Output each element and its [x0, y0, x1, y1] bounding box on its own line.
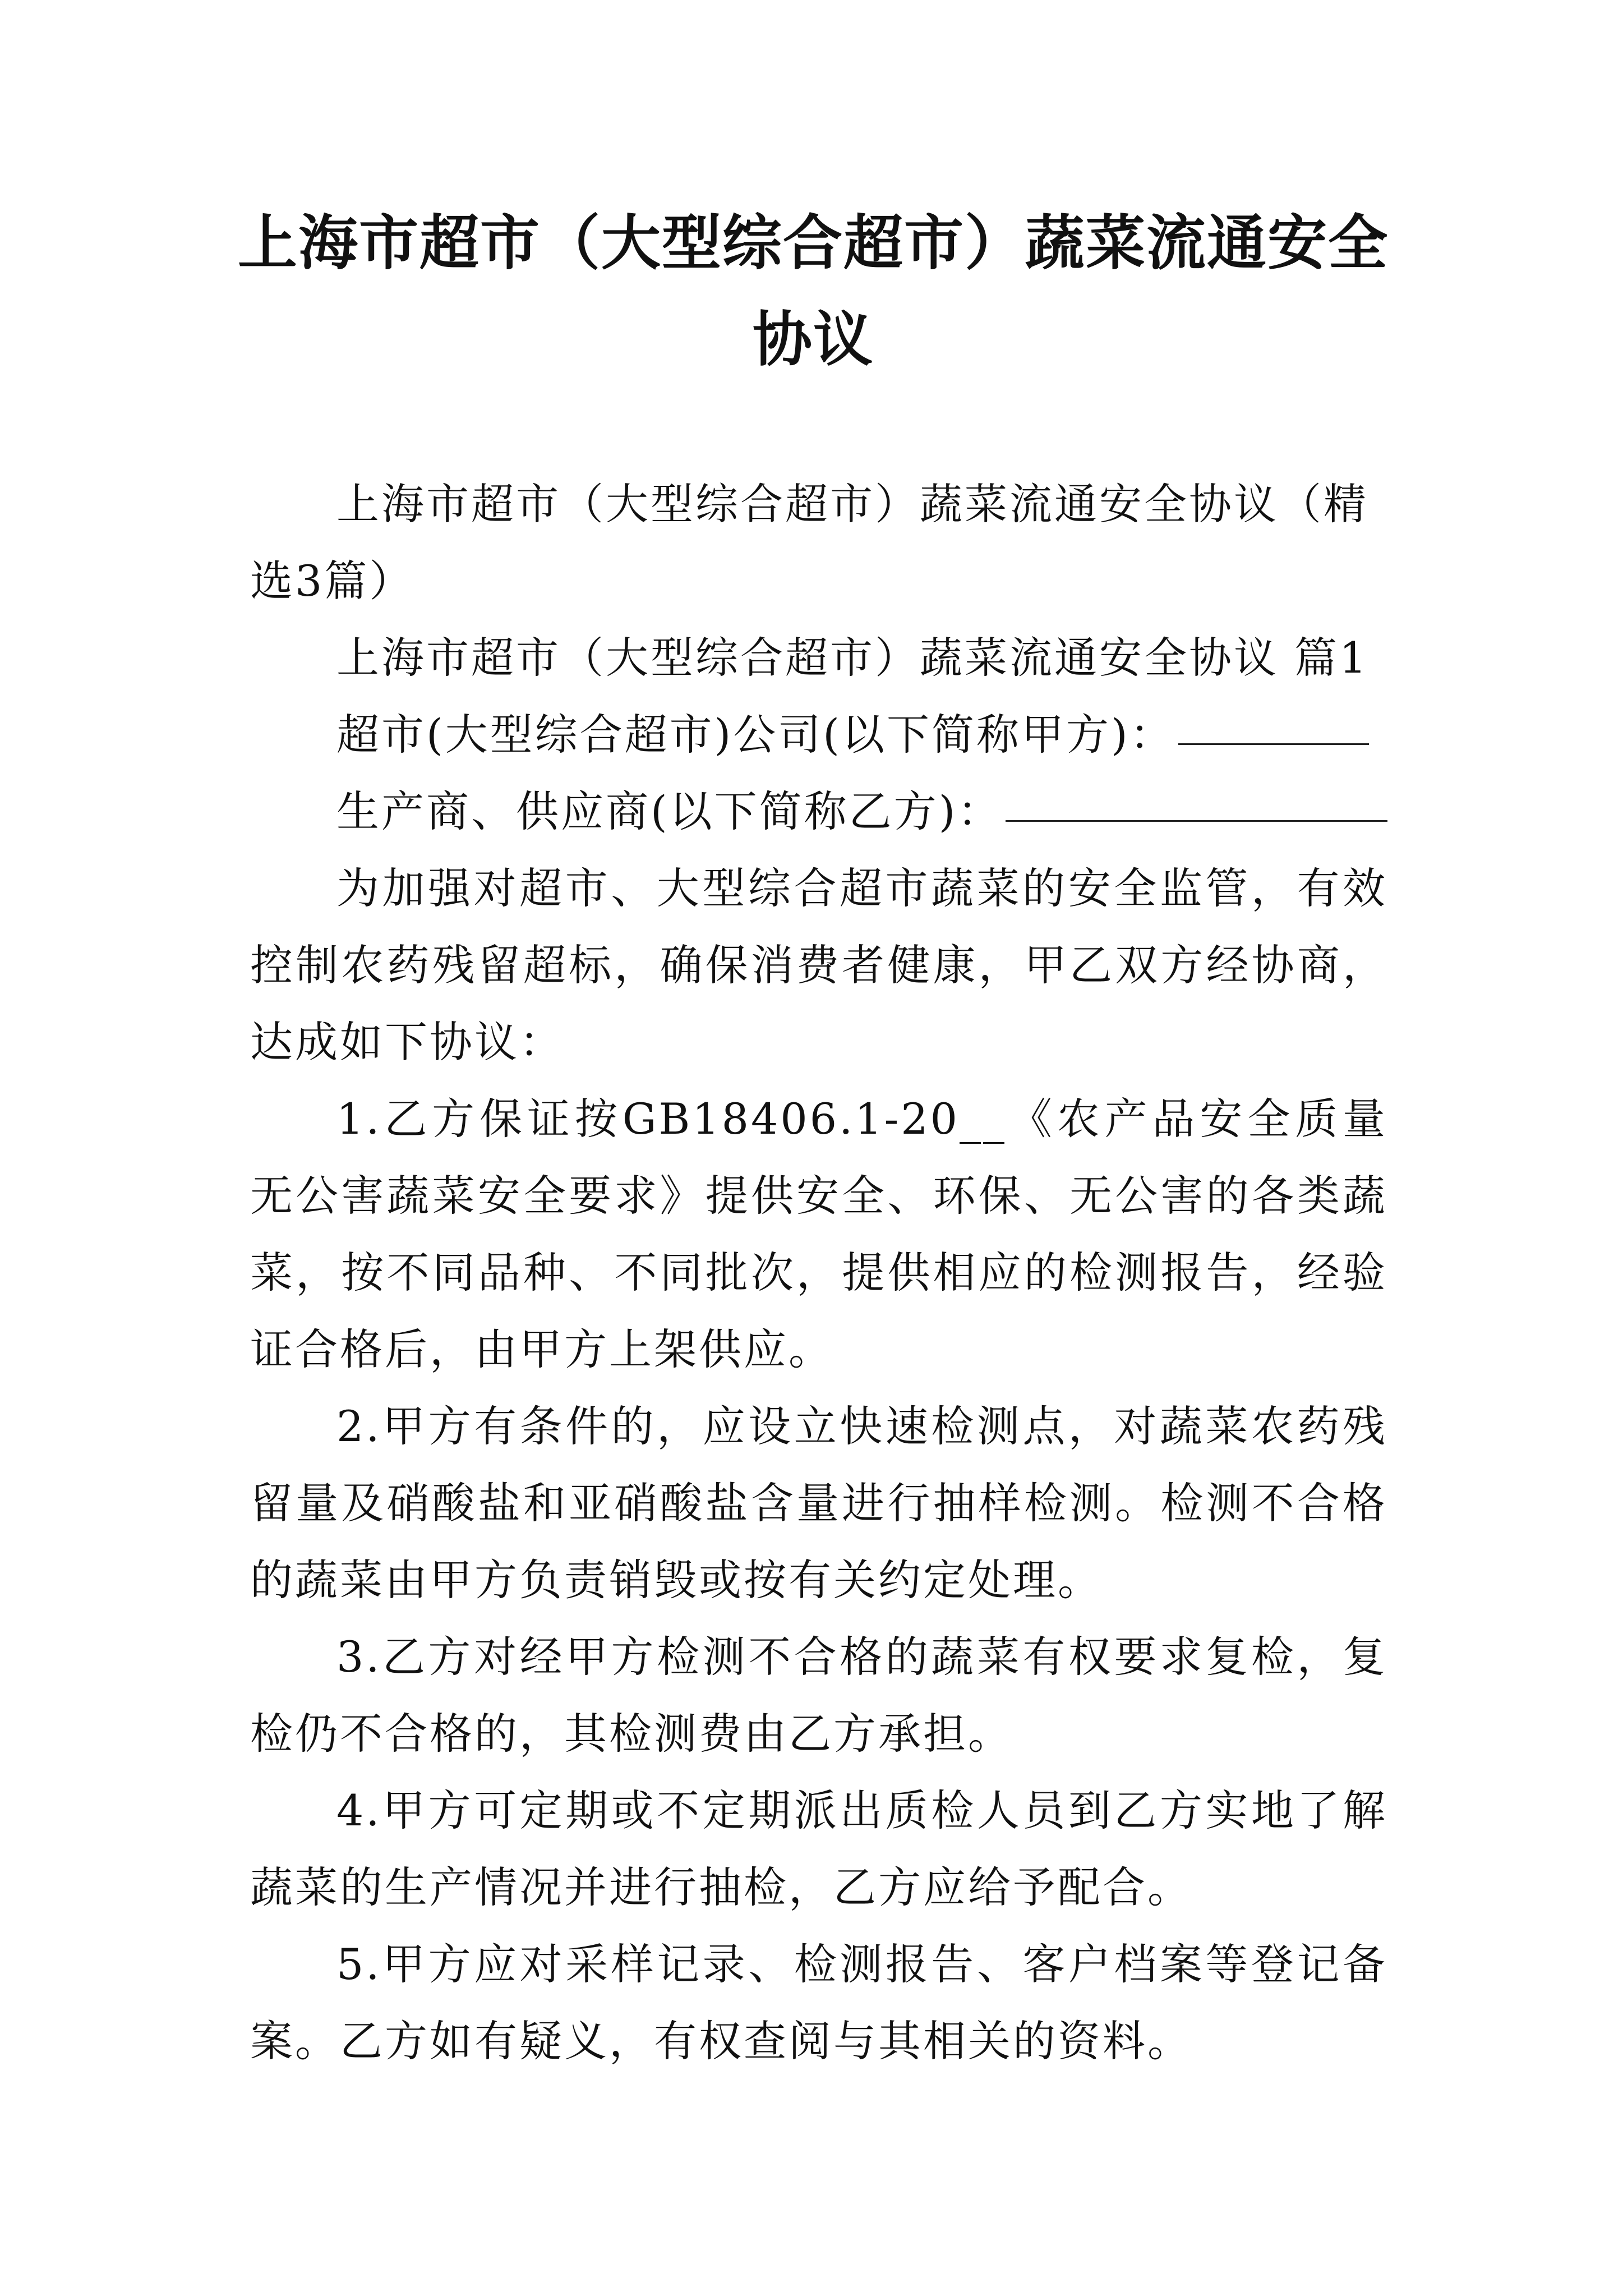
clause-5: 5.甲方应对采样记录、检测报告、客户档案等登记备案。乙方如有疑义，有权查阅与其相关的资料。: [250, 1939, 1387, 2066]
party-b-line: [250, 773, 1387, 850]
section-heading: 上海市超市（大型综合超市）蔬菜流通安全协议 篇1: [336, 633, 1369, 683]
intro-paragraph: 上海市超市（大型综合超市）蔬菜流通安全协议（精选3篇）: [250, 479, 1368, 606]
party-a-blank-line: [1178, 743, 1369, 745]
preamble-paragraph: 为加强对超市、大型综合超市蔬菜的安全监管，有效控制农药残留超标，确保消费者健康，甲乙双方经协商，达成如下协议：: [250, 863, 1387, 1067]
document-title: 上海市超市（大型综合超市）蔬菜流通安全协议: [238, 209, 1389, 374]
clause-4: 4.甲方可定期或不定期派出质检人员到乙方实地了解蔬菜的生产情况并进行抽检，乙方应给予配合。: [250, 1786, 1387, 1912]
clause-3: 3.乙方对经甲方检测不合格的蔬菜有权要求复检，复检仍不合格的，其检测费由乙方承担。: [250, 1632, 1387, 1759]
party-b-label: 生产商、供应商(以下简称乙方)：: [336, 786, 1003, 836]
clause-2: 2.甲方有条件的，应设立快速检测点，对蔬菜农药残留量及硝酸盐和亚硝酸盐含量进行抽样检测。检测不合格的蔬菜由甲方负责销毁或按有关约定处理。: [250, 1401, 1387, 1605]
document-body: [250, 466, 1387, 2079]
party-a-label: 超市(大型综合超市)公司(以下简称甲方)：: [336, 710, 1175, 760]
party-a-line: [250, 696, 1387, 773]
party-b-blank-line: [1006, 820, 1387, 822]
clause-1: 1.乙方保证按GB18406.1-20__《农产品安全质量无公害蔬菜安全要求》提供安全、环保、无公害的各类蔬菜，按不同品种、不同批次，提供相应的检测报告，经验证合格后，由甲方上架供应。: [250, 1094, 1387, 1374]
